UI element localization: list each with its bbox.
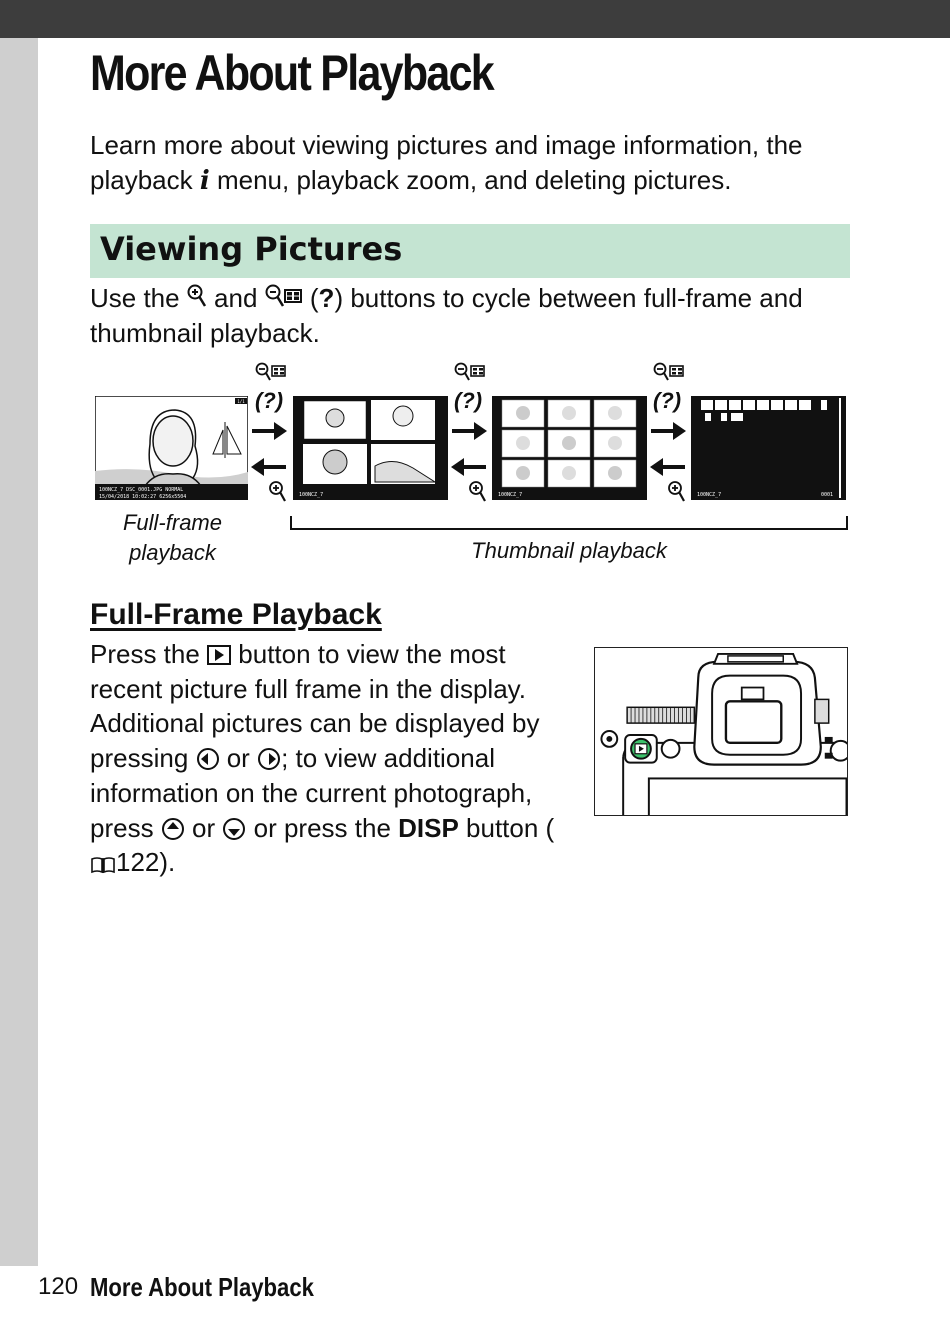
ff-text-3: or [219, 743, 258, 774]
ff-text-7: button ( [458, 812, 555, 843]
book-icon [90, 855, 116, 875]
ff-text-2: button to view the most recent picture full frame in the display. Additional pictures can be displayed by pressing [90, 639, 540, 774]
ff-info-2: 15/04/2018 10:02:27 6256x5504 [99, 494, 187, 500]
arrow-left-icon [450, 456, 488, 478]
viewing-text-4: ) buttons to cycle between full-frame and thumbnail playback. [90, 283, 803, 348]
thumbnail-label: Thumbnail playback [471, 538, 667, 563]
ff-text-4: ; to view additional information on the current photograph, press [90, 743, 533, 843]
many-counter: 0001 [821, 492, 834, 498]
arrow-left-icon [649, 456, 687, 478]
arrow-right-icon [649, 420, 687, 442]
top-bar [0, 0, 950, 38]
multi-selector-down-icon [222, 817, 246, 841]
zoom-out-thumbnail-icon [454, 362, 486, 382]
full-frame-paragraph [90, 637, 575, 880]
intro-text-start: Learn more about viewing pictures and image information, the playback [90, 130, 803, 195]
info-menu-icon: i [199, 166, 210, 196]
viewing-text-3: ( [302, 283, 319, 313]
four-folder-label: 100NCZ_7 [299, 492, 324, 498]
viewing-pictures-text [90, 281, 860, 351]
side-bar [0, 38, 38, 1266]
four-thumbnail-screen [293, 396, 448, 500]
ff-info-1: 100NCZ_7 DSC_0001.JPG NORMAL [99, 487, 184, 493]
zoom-in-icon [468, 480, 488, 504]
multi-selector-right-icon [257, 747, 281, 771]
full-frame-label-line1: Full-frame [122, 510, 222, 535]
section-title: Viewing Pictures [100, 230, 403, 268]
nine-folder-label: 100NCZ_7 [498, 492, 523, 498]
nine-thumbnail-screen [492, 396, 647, 500]
subsection-title: Full-Frame Playback [90, 598, 382, 631]
zoom-out-thumbnail-icon [653, 362, 685, 382]
intro-text-end: menu, playback zoom, and deleting pictures. [209, 165, 732, 195]
full-frame-screen [95, 396, 248, 500]
thumbnail-bracket [290, 516, 848, 530]
camera-back-illustration [594, 647, 848, 816]
viewing-text-1: Use the [90, 283, 187, 313]
ff-text-5: or [184, 812, 223, 843]
page-number: 120 [38, 1273, 79, 1300]
ff-text-1: Press the [90, 639, 208, 669]
many-folder-label: 100NCZ_7 [697, 492, 722, 498]
playback-icon [207, 645, 231, 665]
help-icon: ? [318, 283, 335, 313]
ff-text-8: ). [159, 847, 176, 878]
viewing-text-2: and [206, 283, 265, 313]
arrow-left-icon [250, 456, 288, 478]
arrow-right-icon [450, 420, 488, 442]
zoom-out-thumbnail-icon [255, 362, 287, 382]
zoom-in-icon [187, 284, 207, 310]
multi-selector-left-icon [196, 747, 220, 771]
arrow-right-icon [250, 420, 288, 442]
page-title: More About Playback [90, 45, 493, 101]
disp-button-label: DISP [398, 812, 459, 843]
zoom-out-thumbnail-icon [265, 284, 303, 310]
multi-selector-up-icon [161, 817, 185, 841]
footer-title: More About Playback [90, 1272, 314, 1302]
many-thumbnail-screen [691, 396, 846, 500]
zoom-in-icon [268, 480, 288, 504]
full-frame-label-line2: playback [129, 540, 216, 565]
ff-counter: 1/1 [237, 399, 245, 404]
help-label-1: (?) [255, 388, 284, 413]
full-frame-label [100, 508, 245, 568]
intro-paragraph [90, 128, 860, 199]
ff-text-6: or press the [246, 812, 399, 843]
help-label-3: (?) [653, 388, 682, 413]
help-label-2: (?) [454, 388, 483, 413]
playback-diagram [90, 356, 860, 576]
zoom-in-icon [667, 480, 687, 504]
page-reference: 122 [116, 847, 160, 878]
section-header-band [90, 224, 850, 278]
